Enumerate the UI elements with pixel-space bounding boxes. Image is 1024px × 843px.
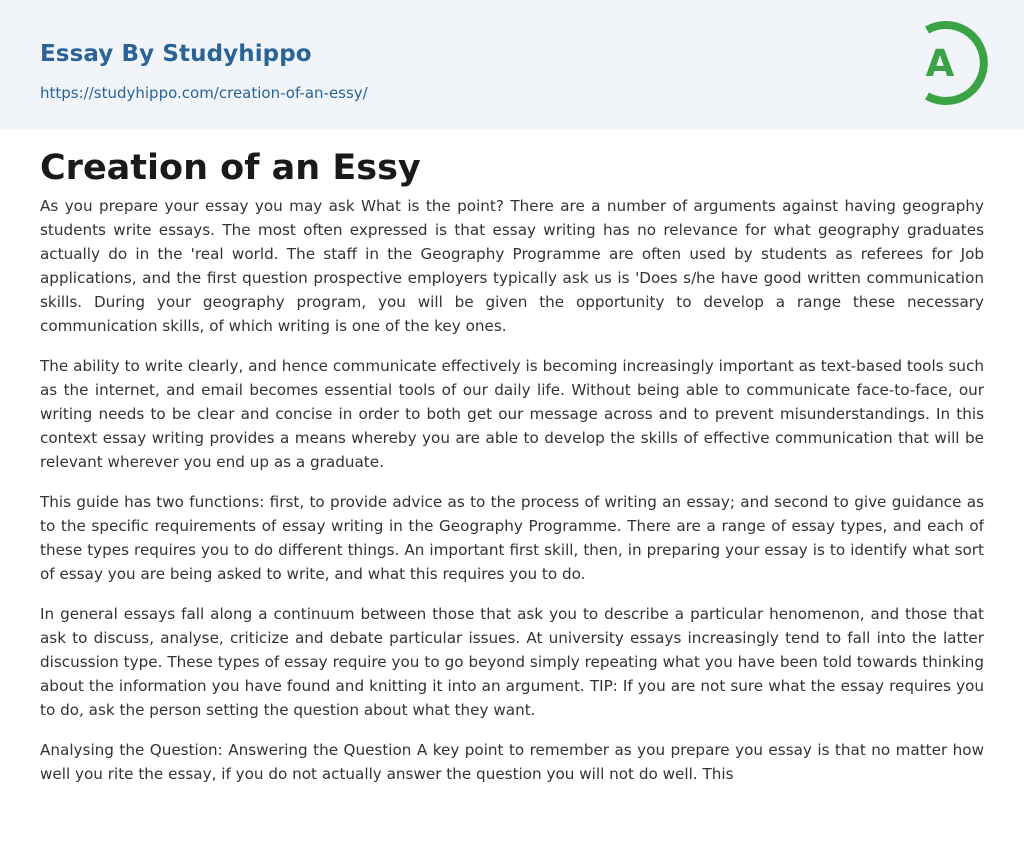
site-brand[interactable]: Essay By Studyhippo (40, 41, 312, 67)
logo-letter: A (925, 42, 955, 85)
studyhippo-logo-icon[interactable] (910, 18, 988, 108)
paragraph: In general essays fall along a continuum between those that ask you to describe a particular henomenon, and those that ask to discuss, analyse, criticize and debate particular issues. At university essays increasingly tend to fall into the latter discussion type. These types of essay require you to go beyond simply repeating what you have been told towards thinking about the information you have found and knitting it into an argument. TIP: If you are not sure what the essay requires you to do, ask the person setting the question about what they want. (40, 605, 984, 719)
site-header (0, 0, 1024, 129)
article-title: Creation of an Essy (40, 148, 421, 188)
paragraph: The ability to write clearly, and hence communicate effectively is becoming increasingly important as text-based tools such as the internet, and email becomes essential tools of our daily life. Without being able to communicate face-to-face, our writing needs to be clear and concise in order to both get our message across and to prevent misunderstandings. In this context essay writing provides a means whereby you are able to develop the skills of effective communication that will be relevant wherever you end up as a graduate. (40, 357, 984, 471)
article-url-link[interactable]: https://studyhippo.com/creation-of-an-essy/ (40, 84, 368, 102)
article-body (40, 194, 984, 802)
paragraph: This guide has two functions: first, to provide advice as to the process of writing an essay; and second to give guidance as to the specific requirements of essay writing in the Geography Programme. There are a range of essay types, and each of these types requires you to do different things. An important first skill, then, in preparing your essay is to identify what sort of essay you are being asked to write, and what this requires you to do. (40, 493, 984, 583)
paragraph: As you prepare your essay you may ask What is the point? There are a number of arguments against having geography students write essays. The most often expressed is that essay writing has no relevance for what geography graduates actually do in the 'real world. The staff in the Geography Programme are often used by students as referees for Job applications, and the first question prospective employers typically ask us is 'Does s/he have good written communication skills. During your geography program, you will be given the opportunity to develop a range these necessary communication skills, of which writing is one of the key ones. (40, 197, 984, 335)
paragraph: Analysing the Question: Answering the Question A key point to remember as you prepare you essay is that no matter how well you rite the essay, if you do not actually answer the question you will not do well. This (40, 741, 984, 783)
